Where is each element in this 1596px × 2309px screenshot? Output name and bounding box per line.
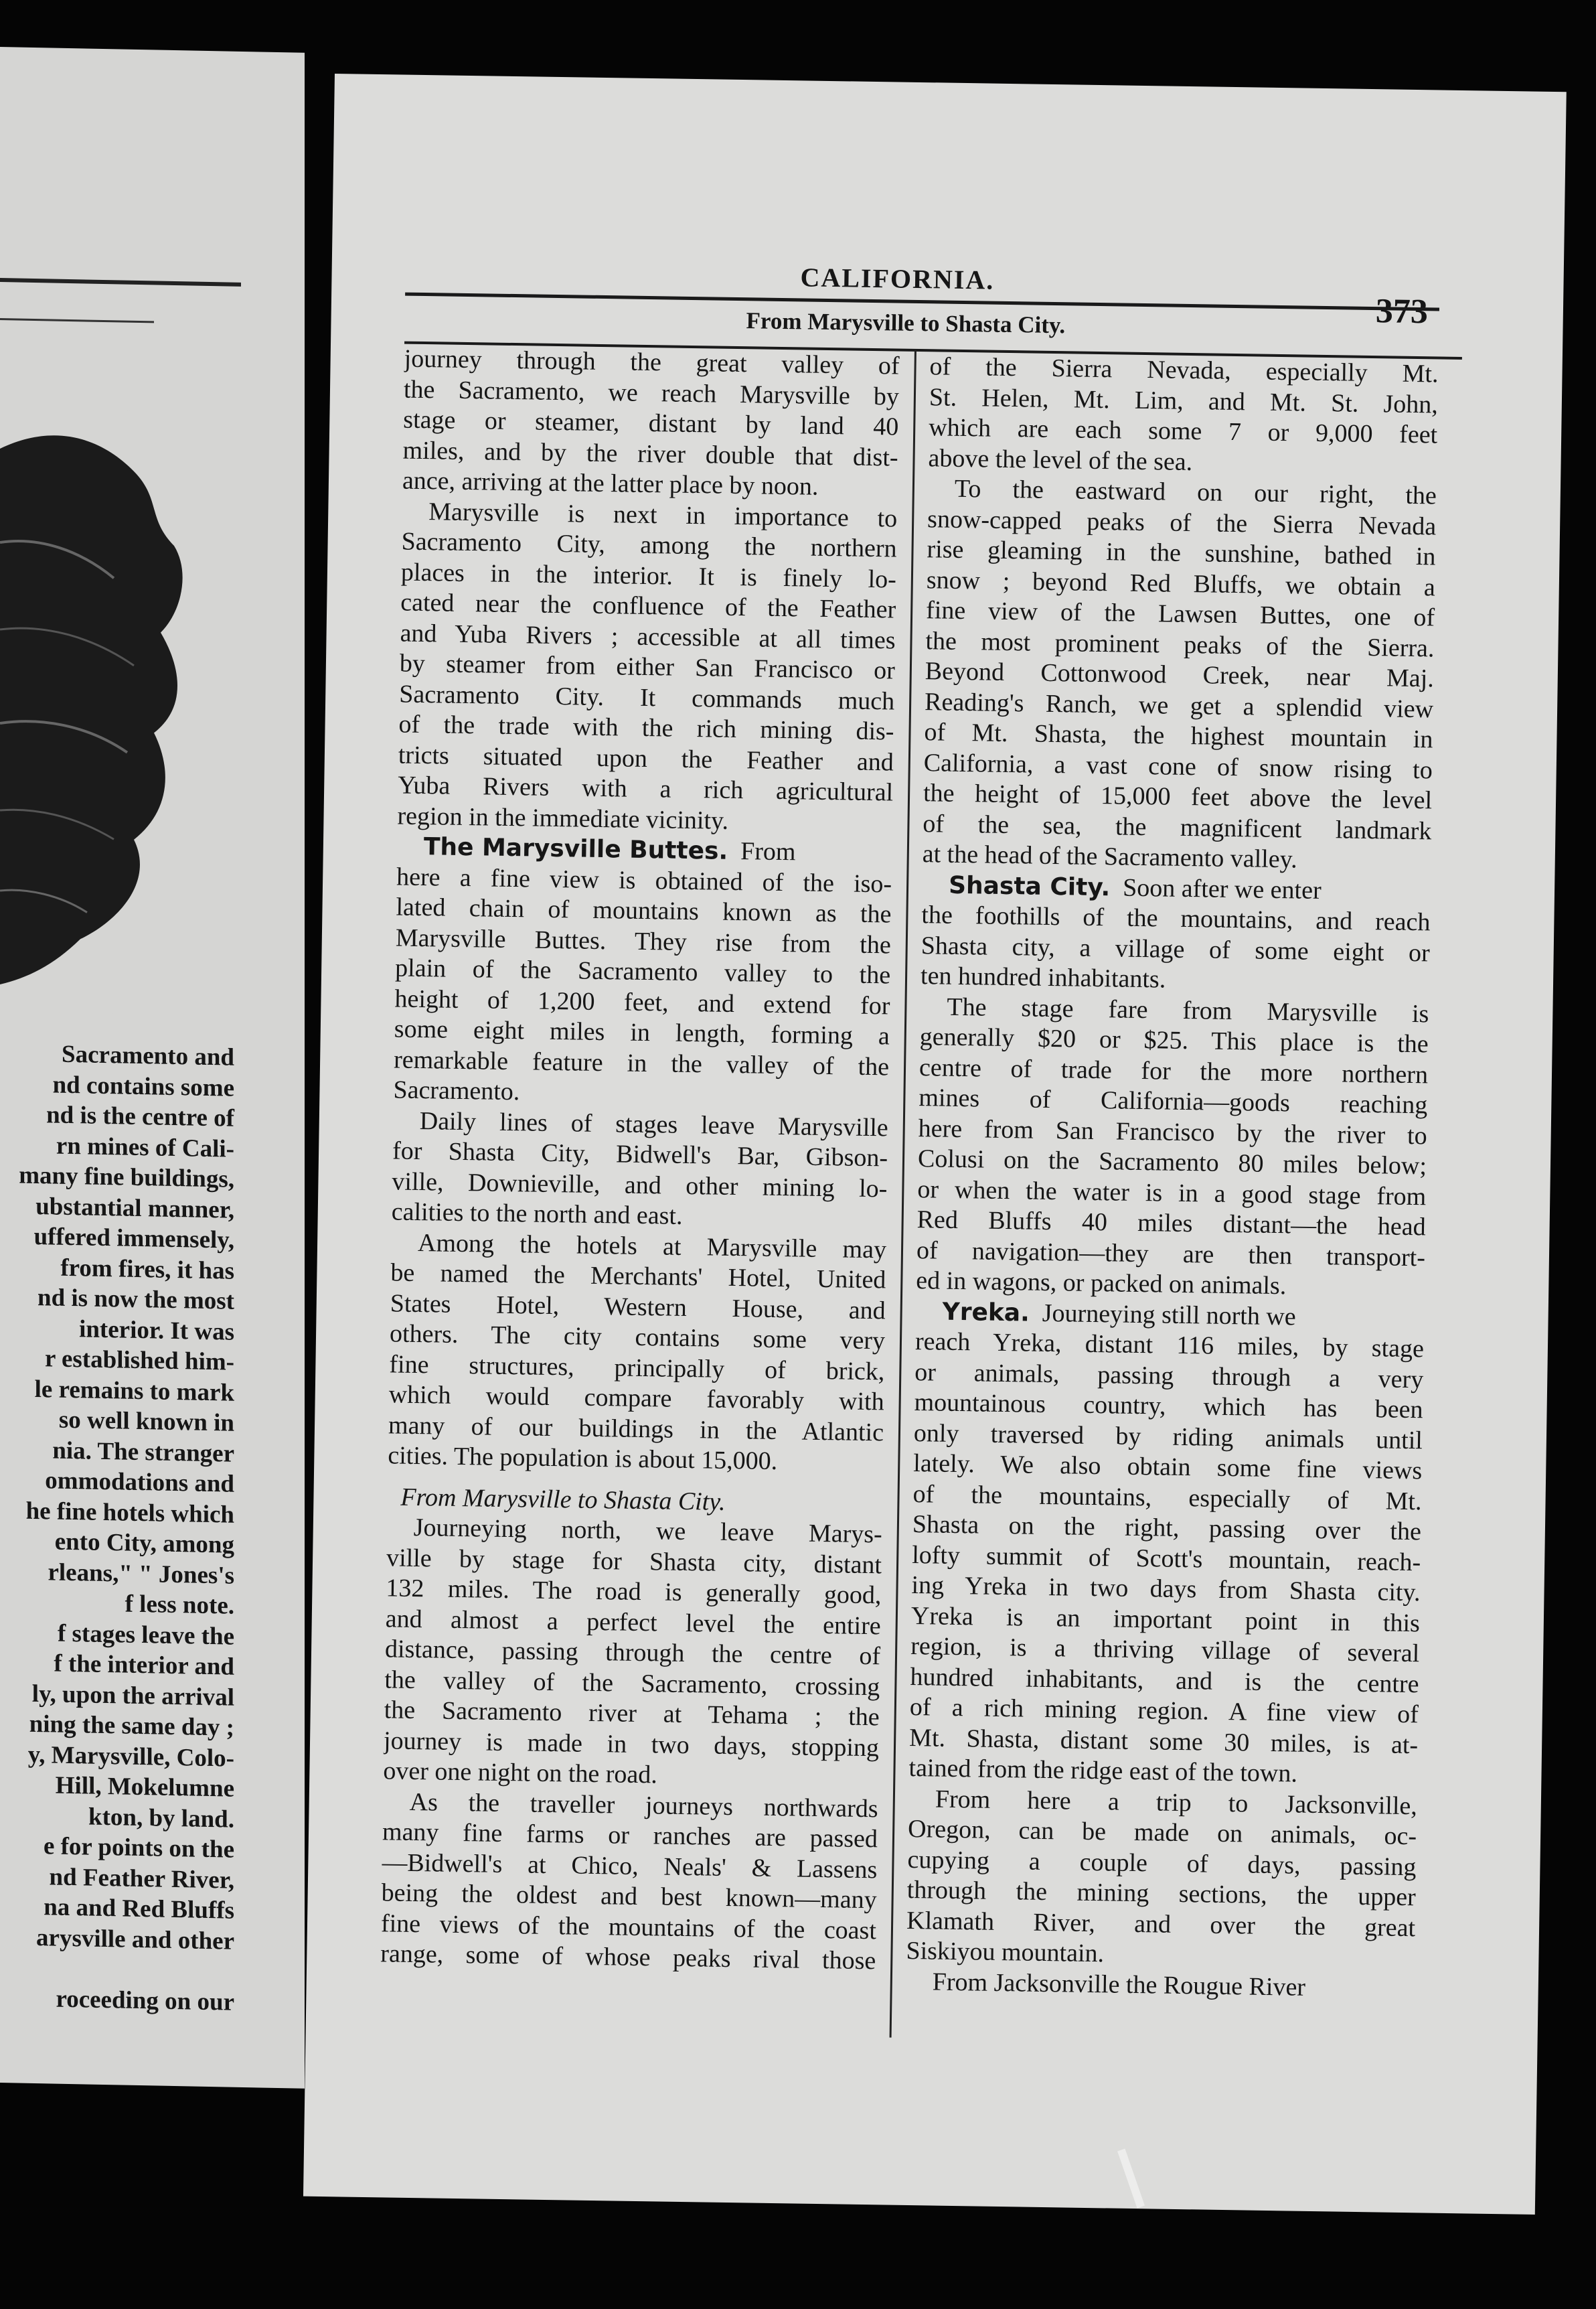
text-line: some eight miles in length, forming a — [394, 1015, 890, 1051]
text-line: region in the immediate vicinity. — [397, 802, 729, 835]
left-line: ommodations and — [45, 1467, 234, 1498]
text-line: others. The city contains some very — [389, 1319, 886, 1355]
subheading-yreka: Yreka. — [942, 1298, 1030, 1327]
text-line: ing Yreka in two days from Shasta city. — [911, 1571, 1421, 1607]
text-line: and Yuba Rivers ; accessible at all times — [400, 619, 896, 655]
left-line: nd is the centre of — [46, 1101, 234, 1132]
text-line: Klamath River, and over the great — [906, 1906, 1416, 1942]
left-line: he fine hotels which — [25, 1497, 234, 1529]
text-line: the height of 15,000 feet above the level — [923, 779, 1433, 815]
text-line: lately. We also obtain some fine views — [913, 1449, 1423, 1485]
text-line: the foothills of the mountains, and reach — [921, 901, 1431, 937]
text-run: Journeying still north we — [1042, 1298, 1296, 1331]
text-line: over one night on the road. — [383, 1757, 658, 1789]
text-line: distance, passing through the centre of — [384, 1635, 881, 1671]
left-line: le remains to mark — [34, 1375, 234, 1407]
text-line: height of 1,200 feet, and extend for — [394, 984, 890, 1020]
text-line: of navigation—they are then transport- — [916, 1236, 1426, 1272]
text-line: at the head of the Sacramento valley. — [922, 840, 1297, 874]
text-line: tricts situated upon the Feather and — [398, 741, 894, 776]
text-line: Red Bluffs 40 miles distant—the head — [916, 1205, 1426, 1242]
text-line: reach Yreka, distant 116 miles, by stage — [914, 1327, 1425, 1363]
text-line: lated chain of mountains known as the — [396, 893, 892, 929]
text-line: St. Helen, Mt. Lim, and Mt. St. John, — [929, 382, 1439, 419]
text-line: of the mountains, especially of Mt. — [912, 1479, 1422, 1515]
text-line: mountainous country, which has been — [914, 1388, 1423, 1424]
text-line: The stage fare from Marysville is — [947, 992, 1429, 1028]
text-line: here a fine view is obtained of the iso- — [396, 863, 892, 898]
left-line: y, Marysville, Colo- — [27, 1740, 234, 1773]
subheading-marysville-buttes: The Marysville Buttes. — [423, 833, 728, 865]
left-page — [0, 47, 305, 2089]
text-line: being the oldest and best known—many — [381, 1878, 877, 1915]
left-line: ning the same day ; — [29, 1710, 234, 1742]
left-line: many fine buildings, — [19, 1161, 234, 1193]
left-line: from fires, it has — [60, 1254, 234, 1285]
text-run: From — [740, 837, 796, 867]
text-line: fine view of the Lawsen Buttes, one of — [925, 596, 1435, 632]
left-line: kton, by land. — [88, 1803, 234, 1834]
text-line: the Sacramento, we reach Marysville by — [403, 375, 900, 411]
text-line: through the mining sections, the upper — [906, 1875, 1417, 1912]
left-page-rule — [0, 278, 241, 287]
section-subheading: From Marysville to Shasta City. — [400, 1483, 726, 1516]
text-line: many fine farms or ranches are passed — [382, 1817, 878, 1854]
text-line: places in the interior. It is finely lo- — [400, 558, 897, 594]
text-line: snow-capped peaks of the Sierra Nevada — [927, 504, 1437, 540]
left-line: ubstantial manner, — [35, 1192, 234, 1224]
left-page-rule-secondary — [0, 318, 154, 323]
text-line: Marysville is next in importance to — [428, 497, 898, 533]
text-line: States Hotel, Western House, and — [390, 1288, 886, 1325]
left-line: na and Red Bluffs — [44, 1893, 234, 1925]
section-head: From Marysville to Shasta City. — [746, 307, 1066, 339]
text-line: cupying a couple of days, passing — [907, 1845, 1417, 1881]
left-line: rn mines of Cali- — [56, 1132, 234, 1163]
landscape-engraving — [0, 408, 194, 1015]
text-line: Sacramento City. It commands much — [398, 680, 895, 716]
text-line: cated near the confluence of the Feather — [400, 588, 896, 624]
text-line: From Jacksonville the Rougue River — [932, 1967, 1306, 2002]
text-line: region, is a thriving village of several — [910, 1632, 1420, 1668]
running-head: CALIFORNIA. — [800, 262, 995, 295]
left-line: nd is now the most — [37, 1284, 234, 1315]
text-line: only traversed by riding animals until — [913, 1418, 1423, 1455]
header-rule — [405, 293, 1439, 311]
text-line: To the eastward on our right, the — [954, 474, 1437, 510]
left-line: ly, upon the arrival — [31, 1680, 234, 1712]
left-line: roceeding on our — [56, 1985, 234, 2016]
left-line: rleans," " Jones's — [48, 1558, 234, 1590]
text-line: journey through the great valley of — [404, 344, 900, 380]
text-line: Yreka is an important point in this — [910, 1601, 1421, 1637]
text-line: ed in wagons, or packed on animals. — [916, 1266, 1287, 1300]
paper-mark — [1117, 2149, 1145, 2209]
text-line: or animals, passing through a very — [914, 1357, 1424, 1394]
text-line: above the level of the sea. — [928, 443, 1193, 476]
left-line: f the interior and — [54, 1649, 234, 1681]
text-line: of Mt. Shasta, the highest mountain in — [924, 718, 1433, 754]
text-line: From here a trip to Jacksonville, — [935, 1785, 1418, 1820]
text-line: tained from the ridge east of the town. — [908, 1754, 1298, 1788]
left-line: Hill, Mokelumne — [55, 1771, 234, 1803]
left-line: ento City, among — [54, 1528, 234, 1559]
text-line: fine structures, principally of brick, — [389, 1349, 885, 1386]
left-line: so well known in — [58, 1406, 234, 1437]
subheading-shasta-city: Shasta City. — [948, 871, 1111, 901]
text-line: the most prominent peaks of the Sierra. — [925, 626, 1435, 662]
text-line: Shasta on the right, passing over the — [912, 1510, 1422, 1546]
text-line: —Bidwell's at Chico, Neals' & Lassens — [382, 1848, 878, 1884]
text-line: here from San Francisco by the river to — [918, 1114, 1427, 1150]
text-line: lofty summit of Scott's mountain, reach- — [911, 1540, 1421, 1576]
text-line: for Shasta City, Bidwell's Bar, Gibson- — [392, 1136, 888, 1173]
text-line: fine views of the mountains of the coast — [380, 1909, 877, 1945]
left-line: r established him- — [44, 1345, 234, 1376]
text-line: Mt. Shasta, distant some 30 miles, is at- — [908, 1723, 1419, 1759]
text-line: mines of California—goods reaching — [919, 1084, 1428, 1120]
text-column-left — [380, 344, 900, 1977]
text-line: 132 miles. The road is generally good, — [386, 1574, 882, 1610]
text-line: and almost a perfect level the entire — [385, 1604, 882, 1640]
text-line: Sacramento City, among the northern — [401, 527, 897, 563]
left-page-text — [0, 1038, 234, 2018]
text-line: Journeying north, we leave Marys- — [413, 1513, 883, 1549]
text-line: the valley of the Sacramento, crossing — [384, 1665, 880, 1701]
text-line: or when the water is in a good stage from — [917, 1175, 1427, 1211]
text-line: Colusi on the Sacramento 80 miles below; — [917, 1144, 1427, 1181]
text-line: Siskiyou mountain. — [906, 1936, 1105, 1968]
left-line: arysville and other — [36, 1923, 234, 1955]
text-line: remarkable feature in the valley of the — [393, 1045, 890, 1081]
text-line: ten hundred inhabitants. — [920, 962, 1166, 994]
text-line: Among the hotels at Marysville may — [417, 1228, 887, 1264]
text-line: Sacramento. — [393, 1075, 520, 1106]
text-line: Daily lines of stages leave Marysville — [419, 1106, 889, 1142]
left-line: f stages leave the — [57, 1619, 234, 1651]
text-line: rise gleaming in the sunshine, bathed in — [927, 535, 1436, 571]
text-line: journey is made in two days, stopping — [383, 1726, 880, 1762]
left-line: Sacramento and — [62, 1040, 234, 1071]
text-line: of the Sierra Nevada, especially Mt. — [929, 352, 1439, 388]
text-line: ance, arriving at the latter place by noon. — [402, 466, 819, 501]
text-line: ville, Downieville, and other mining lo- — [392, 1167, 888, 1203]
text-line: stage or steamer, distant by land 40 — [403, 405, 899, 441]
text-line: snow ; beyond Red Bluffs, we obtain a — [926, 565, 1436, 601]
right-page — [303, 74, 1567, 2215]
text-column-right — [905, 352, 1438, 2004]
left-line: uffered immensely, — [33, 1222, 234, 1254]
text-line: be named the Merchants' Hotel, United — [390, 1258, 886, 1294]
text-line: As the traveller journeys northwards — [409, 1787, 878, 1823]
left-line: f less note. — [125, 1590, 234, 1620]
text-line: Yuba Rivers with a rich agricultural — [397, 771, 894, 807]
text-line: range, some of whose peaks rival those — [380, 1939, 876, 1976]
text-line: of the trade with the rich mining dis- — [398, 710, 894, 746]
text-line: generally $20 or $25. This place is the — [919, 1023, 1429, 1059]
text-run: Soon after we enter — [1122, 873, 1322, 905]
text-line: which would compare favorably with — [388, 1380, 884, 1416]
text-line: Marysville Buttes. They rise from the — [395, 923, 892, 959]
left-line: e for points on the — [43, 1832, 234, 1864]
left-line: nia. The stranger — [52, 1436, 234, 1468]
left-line: nd contains some — [52, 1071, 234, 1102]
text-line: miles, and by the river double that dist- — [402, 436, 898, 472]
left-line: interior. It was — [79, 1315, 234, 1346]
text-line: many of our buildings in the Atlantic — [388, 1410, 884, 1446]
text-line: the Sacramento river at Tehama ; the — [384, 1696, 880, 1732]
text-line: ville by stage for Shasta city, distant — [386, 1543, 882, 1579]
page-number: 373 — [1375, 292, 1429, 331]
left-line — [0, 1952, 234, 1987]
text-line: centre of trade for the more northern — [919, 1053, 1429, 1089]
text-line: cities. The population is about 15,000. — [388, 1441, 778, 1476]
text-line: Oregon, can be made on animals, oc- — [907, 1814, 1417, 1851]
text-line: of a rich mining region. A fine view of — [909, 1693, 1419, 1729]
text-line: calities to the north and east. — [391, 1197, 683, 1230]
text-line: which are each some 7 or 9,000 feet — [928, 413, 1438, 449]
text-line: Reading's Ranch, we get a splendid view — [924, 687, 1434, 723]
text-line: hundred inhabitants, and is the centre — [910, 1662, 1419, 1698]
text-line: by steamer from either San Francisco or — [399, 649, 896, 685]
left-line: nd Feather River, — [49, 1862, 234, 1894]
text-line: California, a vast cone of snow rising to — [923, 748, 1433, 784]
text-line: of the sea, the magnificent landmark — [923, 809, 1432, 845]
text-line: Beyond Cottonwood Creek, near Maj. — [925, 657, 1435, 693]
text-line: Shasta city, a village of some eight or — [921, 931, 1431, 967]
text-line: plain of the Sacramento valley to the — [394, 954, 891, 990]
